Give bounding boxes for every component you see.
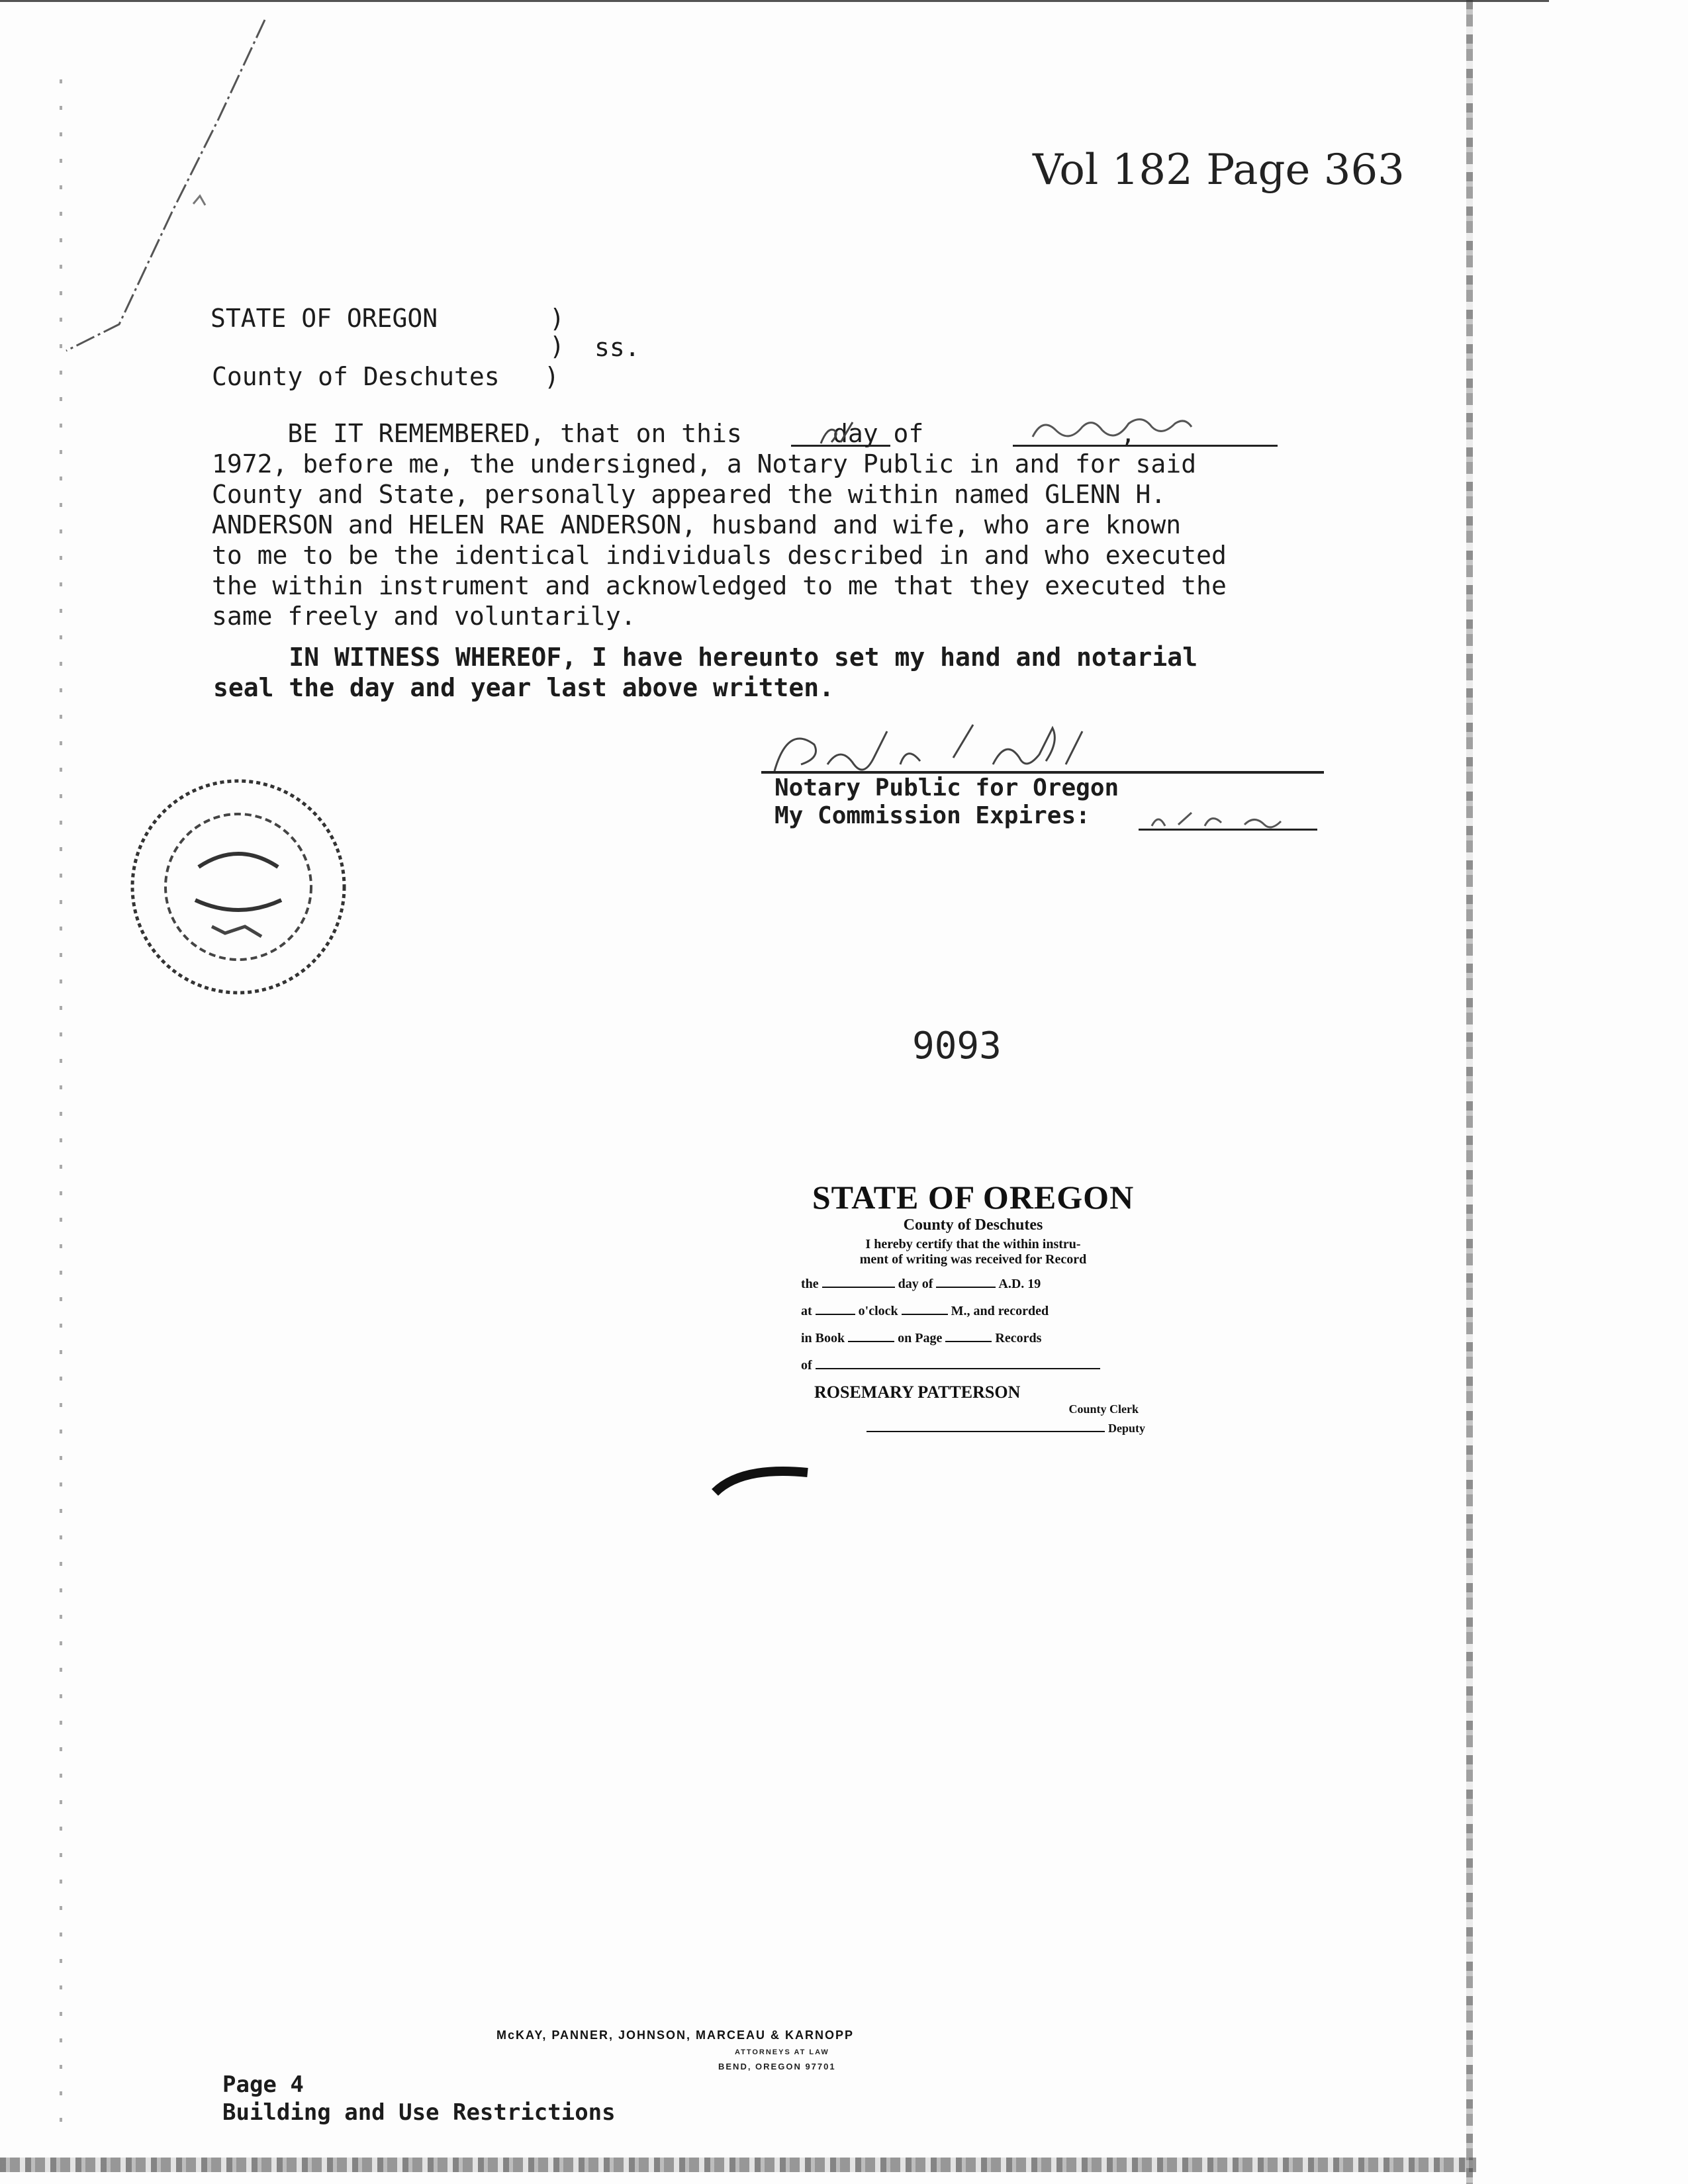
ack-line: the within instrument and acknowledged to me that they executed the [212,571,1227,600]
section-title: Building and Use Restrictions [222,2099,616,2126]
stamp-deputy-line [801,1422,1145,1435]
witness-line: IN WITNESS WHEREOF, I have hereunto set my hand and notarial [213,643,1198,672]
ack-line: County and State, personally appeared the within named GLENN H. [212,480,1166,509]
venue-bracket: ) [549,332,565,361]
stamp-time-line [801,1304,1145,1319]
ack-line: same freely and voluntarily. [212,602,636,631]
stamp-clerk-name: ROSEMARY PATTERSON [814,1383,1021,1402]
page-top-edge [0,0,1549,2]
venue-ss: ss. [594,333,640,362]
stamp-label: Deputy [1107,1422,1145,1435]
notary-commission: My Commission Expires: [774,802,1090,829]
stamp-label: Records [995,1331,1042,1345]
handwritten-commission-date [1145,806,1311,833]
stamp-label: in Book [801,1331,845,1345]
stamp-title: STATE OF OREGON [812,1179,1135,1216]
book-page-reference: Vol 182 Page 363 [1033,146,1405,195]
firm-name: McKAY, PANNER, JOHNSON, MARCEAU & KARNOPP [496,2028,855,2042]
handwritten-month [1019,410,1271,450]
page-number: Page 4 [222,2071,304,2098]
stamp-label: at [801,1304,812,1318]
stamp-county: County of Deschutes [903,1216,1043,1234]
stamp-book-line [801,1331,1145,1346]
stamp-label: day of [898,1277,933,1291]
document-number: 9093 [912,1024,1002,1068]
recording-stamp [801,1178,1145,1435]
notary-title: Notary Public for Oregon [774,774,1119,801]
ack-line: ANDERSON and HELEN RAE ANDERSON, husband and wife, who are known [212,510,1182,539]
witness-line: seal the day and year last above written. [213,673,834,702]
scan-edge-bottom [0,2158,1476,2172]
venue-state: STATE OF OREGON [211,304,438,333]
stamp-label: of [801,1358,812,1373]
stamp-label: M., and recorded [951,1304,1049,1318]
venue-bracket: ) [544,362,559,391]
firm-address: BEND, OREGON 97701 [718,2062,836,2071]
acknowledgment-paragraph [212,418,1227,631]
ack-line: to me to be the identical individuals described in and who executed [212,541,1227,570]
scan-edge-right [1466,0,1473,2184]
stamp-certify-line: ment of writing was received for Record [859,1252,1087,1267]
handwritten-day [794,417,894,450]
notarial-seal [119,768,357,1006]
witness-paragraph [213,642,1197,703]
stamp-label: o'clock [858,1304,898,1318]
stamp-label: the [801,1277,819,1291]
stamp-label: A.D. 19 [998,1277,1041,1291]
signature-line [761,771,1324,774]
stamp-of-line [801,1358,1145,1373]
stamp-clerk-title: County Clerk [1068,1402,1139,1416]
stamp-certify-line: I hereby certify that the within instru- [865,1237,1081,1251]
venue-bracket: ) [549,304,565,333]
ack-line: 1972, before me, the undersigned, a Notary Public in and for said [212,449,1197,478]
scan-edge-left [60,79,62,2131]
stamp-date-line [801,1277,1145,1292]
venue-county: County of Deschutes [212,362,500,391]
firm-subtitle: ATTORNEYS AT LAW [735,2048,829,2056]
ack-line: BE IT REMEMBERED, that on this day of , [212,419,1136,448]
stamp-label: on Page [898,1331,943,1345]
by-stamp-smudge [708,1463,814,1502]
